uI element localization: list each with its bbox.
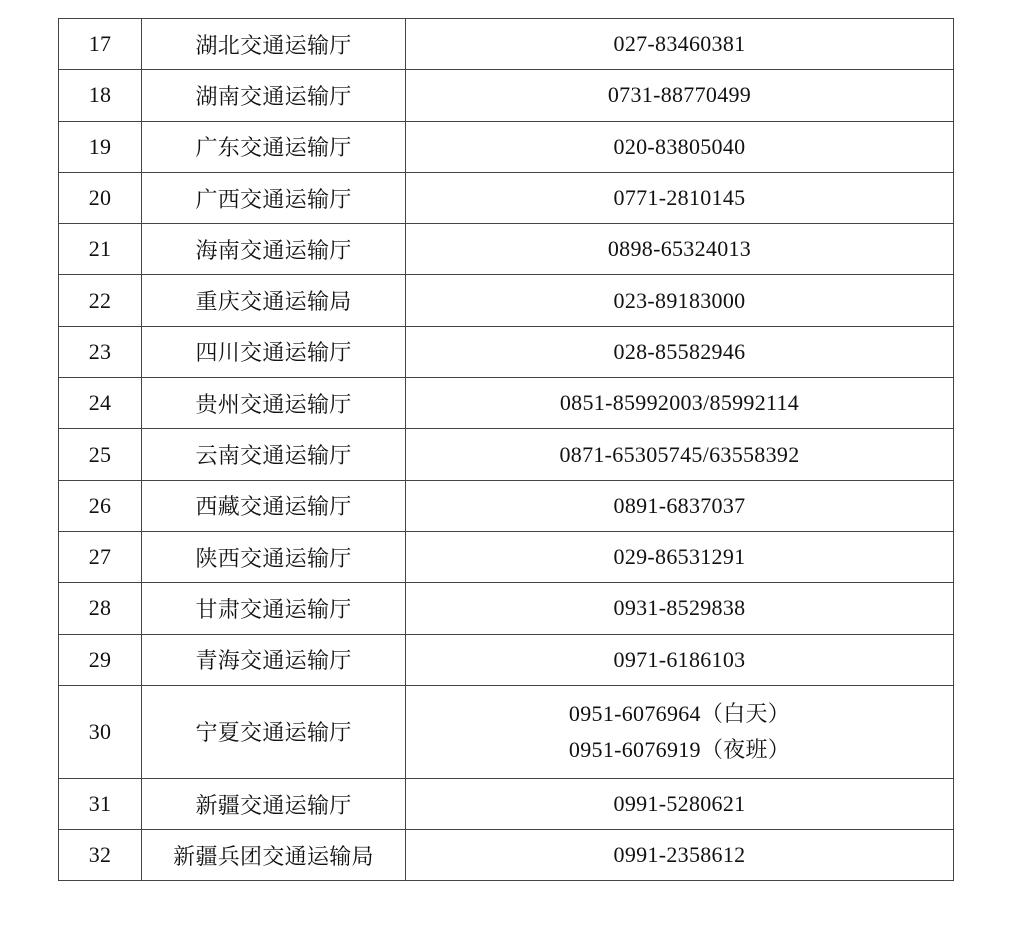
- department-name: 贵州交通运输厅: [142, 378, 406, 429]
- row-number: 22: [59, 275, 142, 326]
- table-row: [59, 480, 954, 531]
- department-name: 湖北交通运输厅: [142, 19, 406, 70]
- phone-cell: [406, 70, 954, 121]
- department-name: 陕西交通运输厅: [142, 531, 406, 582]
- row-number: 28: [59, 583, 142, 634]
- phone-cell: [406, 531, 954, 582]
- row-number: 31: [59, 778, 142, 829]
- department-name: 湖南交通运输厅: [142, 70, 406, 121]
- table-row: [59, 70, 954, 121]
- phone-cell: [406, 172, 954, 223]
- row-number: 29: [59, 634, 142, 685]
- phone-number: 0951-6076919（夜班）: [568, 736, 791, 762]
- phone-number: 0991-5280621: [613, 791, 746, 816]
- phone-cell: [406, 275, 954, 326]
- phone-number: 0898-65324013: [607, 236, 752, 262]
- department-name: 西藏交通运输厅: [142, 480, 406, 531]
- table-row: [59, 121, 954, 172]
- phone-number: 0971-6186103: [613, 646, 746, 672]
- department-name: 海南交通运输厅: [142, 224, 406, 275]
- contact-table: [58, 18, 954, 881]
- row-number: 18: [59, 70, 142, 121]
- table-row: [59, 778, 954, 829]
- phone-cell: [406, 480, 954, 531]
- table-row: [59, 429, 954, 480]
- phone-cell: [406, 583, 954, 634]
- table-row: [59, 326, 954, 377]
- table-row: [59, 583, 954, 634]
- phone-cell: [406, 685, 954, 778]
- table-row: [59, 634, 954, 685]
- department-name: 新疆交通运输厅: [142, 778, 406, 829]
- phone-number: 0771-2810145: [613, 185, 746, 211]
- row-number: 30: [59, 685, 142, 778]
- table-body: [59, 19, 954, 881]
- phone-number: 028-85582946: [613, 338, 746, 364]
- phone-number: 0851-85992003/85992114: [559, 390, 800, 416]
- phone-cell: [406, 378, 954, 429]
- phone-number: 0871-65305745/63558392: [559, 441, 800, 467]
- row-number: 19: [59, 121, 142, 172]
- department-name: 云南交通运输厅: [142, 429, 406, 480]
- phone-cell: [406, 778, 954, 829]
- table-row: [59, 830, 954, 881]
- phone-number: 0891-6837037: [613, 492, 746, 518]
- row-number: 32: [59, 830, 142, 881]
- department-name: 广西交通运输厅: [142, 172, 406, 223]
- phone-cell: [406, 429, 954, 480]
- phone-number: 0731-88770499: [607, 82, 752, 108]
- row-number: 20: [59, 172, 142, 223]
- table-row: [59, 378, 954, 429]
- phone-cell: [406, 224, 954, 275]
- row-number: 27: [59, 531, 142, 582]
- row-number: 26: [59, 480, 142, 531]
- department-name: 广东交通运输厅: [142, 121, 406, 172]
- phone-cell: [406, 19, 954, 70]
- phone-number: 029-86531291: [613, 544, 746, 570]
- department-name: 青海交通运输厅: [142, 634, 406, 685]
- table-row: [59, 19, 954, 70]
- row-number: 25: [59, 429, 142, 480]
- table-row: [59, 275, 954, 326]
- table-row: [59, 172, 954, 223]
- phone-number: 0991-2358612: [613, 842, 746, 868]
- department-name: 重庆交通运输局: [142, 275, 406, 326]
- row-number: 17: [59, 19, 142, 70]
- phone-cell: [406, 121, 954, 172]
- phone-number: 027-83460381: [613, 31, 746, 57]
- department-name: 四川交通运输厅: [142, 326, 406, 377]
- phone-cell: [406, 326, 954, 377]
- phone-cell: [406, 634, 954, 685]
- phone-number: 0931-8529838: [613, 595, 746, 621]
- department-name: 宁夏交通运输厅: [142, 685, 406, 778]
- department-name: 新疆兵团交通运输局: [142, 830, 406, 881]
- department-name: 甘肃交通运输厅: [142, 583, 406, 634]
- row-number: 23: [59, 326, 142, 377]
- phone-number: 020-83805040: [613, 133, 746, 159]
- row-number: 24: [59, 378, 142, 429]
- table-row: [59, 685, 954, 778]
- phone-number: 023-89183000: [613, 287, 746, 313]
- row-number: 21: [59, 224, 142, 275]
- phone-number: 0951-6076964（白天）: [568, 700, 791, 726]
- table-row: [59, 531, 954, 582]
- phone-cell: [406, 830, 954, 881]
- table-row: [59, 224, 954, 275]
